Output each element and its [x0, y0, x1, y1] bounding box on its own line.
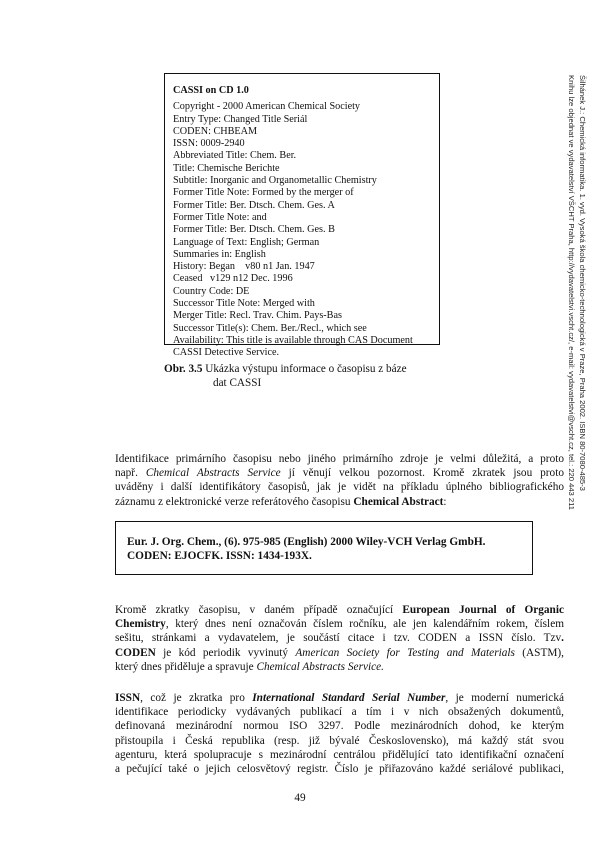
text-line: např. Chemical Abstracts Service jí věnují velkou pozornost. Kromě zkratek jsou proto [115, 467, 564, 480]
paragraph-abbreviation [115, 603, 564, 674]
text-line: který dnes přiděluje a spravuje Chemical Abstracts Service. [115, 660, 384, 673]
text-line: Identifikace primárního časopisu nebo jiného primárního zdroje je velmi důležitá, a proto [115, 453, 564, 465]
emphasis: Chemical Abstracts Service [145, 467, 281, 480]
cassi-line: Country Code: DE [173, 285, 250, 297]
cassi-line: Former Title Note: Formed by the merger of [173, 187, 354, 199]
cassi-heading: CASSI on CD 1.0 [173, 85, 249, 96]
citation-box [115, 521, 533, 575]
cassi-line: CODEN: CHBEAM [173, 125, 258, 137]
rotated-note [566, 75, 587, 510]
cassi-line: Title: Chemische Berichte [173, 162, 280, 174]
cassi-line: Successor Title(s): Chem. Ber./Recl., which see [173, 322, 367, 334]
margin-note-line-2: Knihu lze objednat ve vydavatelství VŠCHT Praha, http://vydavatelstvi.vscht.cz/, e-mail: vydavatelstvi@vscht.cz, tel.: 220 443 211 [567, 75, 577, 510]
cassi-line: Summaries in: English [173, 248, 266, 260]
cassi-lines [173, 101, 439, 359]
caption-text-1: Ukázka výstupu informace o časopisu z báze [202, 363, 407, 375]
citation-line-2: CODEN: EJOCFK. ISSN: 1434-193X. [127, 550, 312, 562]
side-margin-note [562, 75, 587, 615]
cassi-line: Subtitle: Inorganic and Organometallic Chemistry [173, 175, 377, 187]
cassi-line: Ceased v129 n12 Dec. 1996 [173, 273, 293, 285]
bold-term: ISSN [115, 692, 141, 704]
bold-term: CODEN [115, 646, 156, 659]
cassi-line: Abbreviated Title: Chem. Ber. [173, 150, 297, 162]
cassi-line: Former Title: Ber. Dtsch. Chem. Ges. A [173, 199, 335, 211]
text-line: CODEN je kód periodik vyvinutý American Society for Testing and Materials (ASTM), [115, 646, 564, 659]
cassi-line: Former Title: Ber. Dtsch. Chem. Ges. B [173, 224, 335, 236]
cassi-record-box [164, 73, 440, 359]
cassi-line: Former Title Note: and [173, 211, 267, 223]
text-line: a pečující také o jejich celosvětový registr. Číslo je přiřazováno každé seriálové publikaci, [115, 763, 564, 776]
text-line: Chemistry, který dnes není označován číslem ročníku, ale jen kalendářním rokem, číslem [115, 618, 564, 631]
bold-term: Chemical Abstract [353, 495, 444, 508]
text-line: ISSN, což je zkratka pro International Standard Serial Number, je moderní numerická [115, 692, 564, 704]
cassi-line: Merger Title: Recl. Trav. Chim. Pays-Bas [173, 310, 342, 322]
text-line: identifikace periodicky vydávaných publikací a tím i v nich obsažených dokumentů, [115, 706, 564, 719]
cassi-line: CASSI Detective Service. [173, 347, 280, 359]
text-line: přistoupila i Česká republika (resp. již bývalé Československo), má každý stát svou [115, 734, 564, 747]
page-number: 49 [294, 792, 306, 804]
text-line: definovaná mezinárodní normou ISO 3297. Podle mezinárodních dohod, ke kterým [115, 720, 564, 733]
caption-text-2: dat CASSI [213, 377, 262, 389]
cassi-line: Copyright - 2000 American Chemical Society [173, 101, 361, 113]
text-line: agenturu, která spolupracuje s mezinárodní centrálou přidělující tato identifikační označení [115, 748, 564, 761]
bold-term: European Journal of Organic [402, 604, 564, 616]
cassi-line: Availability: This title is available through CAS Document [173, 334, 413, 346]
citation-line-1: Eur. J. Org. Chem., (6). 975-985 (English) 2000 Wiley-VCH Verlag GmbH. [127, 536, 486, 548]
figure-caption [164, 362, 407, 390]
emphasis: American Society for Testing and Materials [295, 646, 515, 659]
text-line: záznamu z elektronické verze referátového časopisu Chemical Abstract: [115, 495, 447, 508]
cassi-line: ISSN: 0009-2940 [173, 138, 245, 150]
emphasis: Chemical Abstracts Service. [256, 660, 384, 673]
cassi-line: Successor Title Note: Merged with [173, 298, 315, 310]
cassi-line: Entry Type: Changed Title Seriál [173, 113, 308, 125]
text-line: uváděny i další identifikátory časopisů, jak je vidět na příkladu úplného bibliografického [115, 481, 564, 494]
text-line: Kromě zkratky časopisu, v daném případě označující European Journal of Organic [115, 604, 564, 616]
margin-note-line-1: Šilhánek J.: Chemická informatika. 1. vyd. Vysoká škola chemicko-technologická v Praze, Praha 2002. ISBN 80-7080-485-3 [578, 75, 587, 491]
cassi-line: Language of Text: English; German [173, 236, 320, 248]
figure-label: Obr. 3.5 [164, 363, 203, 375]
text-line: sešitu, stránkami a vydavatelem, je součástí citace i tzv. CODEN a ISSN číslo. Tzv. [115, 632, 564, 645]
paragraph-identification [115, 452, 564, 509]
paragraph-issn [115, 691, 564, 776]
cassi-line: History: Began v80 n1 Jan. 1947 [173, 261, 315, 273]
caption-line-1 [164, 362, 407, 376]
bold-term: Chemistry [115, 618, 166, 631]
bold-italic-term: International Standard Serial Number [252, 692, 446, 704]
